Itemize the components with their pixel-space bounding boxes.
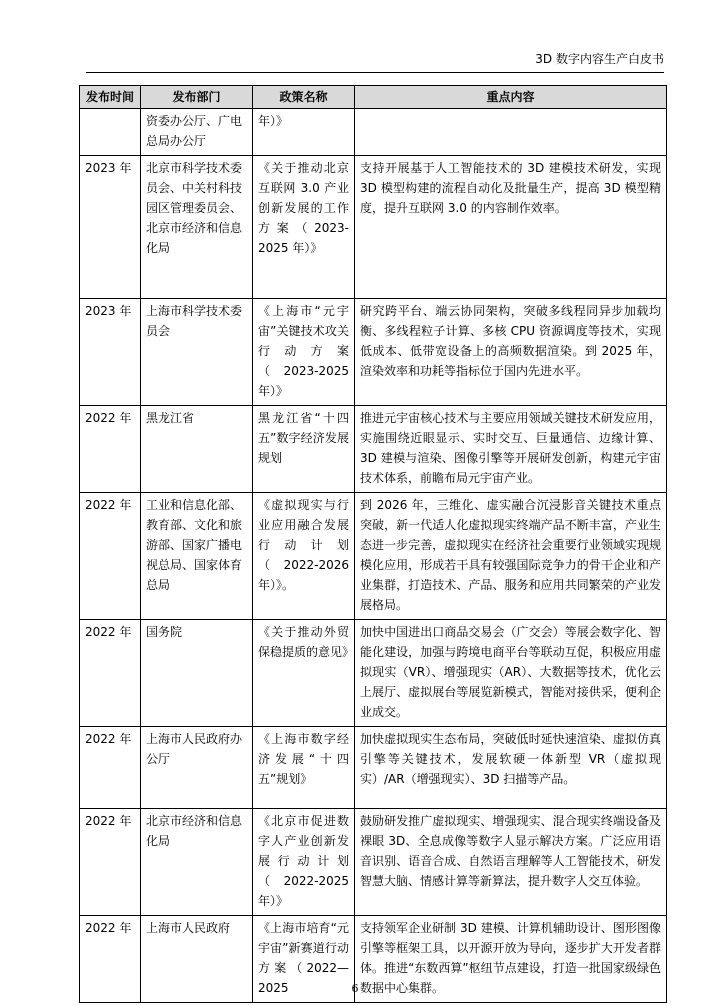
cell-policy: 年）》 [253, 109, 355, 156]
table-row [80, 727, 667, 809]
cell-department: 上海市科学技术委员会 [141, 299, 253, 406]
column-header-content: 重点内容 [355, 86, 667, 109]
cell-content: 加快虚拟现实生态布局，突破低时延快速渲染、虚拟仿真引擎等关键技术，发展软硬一体新型 VR（虚拟现实）/AR（增强现实）、3D 扫描等产品。 [355, 727, 667, 809]
cell-content: 研究跨平台、端云协同架构，突破多线程同异步加载均衡、多线程粒子计算、多核 CPU 资源调度等技术，实现低成本、低带宽设备上的高频数据渲染。到 2025 年，渲染效率和功耗等指标位于国内先进水平。 [355, 299, 667, 406]
table-row [80, 109, 667, 156]
cell-department: 上海市人民政府办公厅 [141, 727, 253, 809]
policy-table [79, 85, 667, 1003]
column-header-department: 发布部门 [141, 86, 253, 109]
cell-date: 2022 年 [80, 727, 141, 809]
table-row [80, 406, 667, 493]
column-header-policy: 政策名称 [253, 86, 355, 109]
cell-date: 2023 年 [80, 156, 141, 299]
table-row [80, 156, 667, 299]
table-row [80, 299, 667, 406]
table-header-row [80, 86, 667, 109]
cell-content: 推进元宇宙核心技术与主要应用领域关键技术研发应用，实施围绕近眼显示、实时交互、巨量通信、边缘计算、3D 建模与渲染、图像引擎等开展研发创新，构建元宇宙技术体系，前瞻布局元宇宙产业。 [355, 406, 667, 493]
cell-content: 加快中国进出口商品交易会（广交会）等展会数字化、智能化建设，加强与跨境电商平台等联动互促，积极应用虚拟现实（VR）、增强现实（AR）、大数据等技术，优化云上展厅、虚拟展台等展览新模式，智能对接供采，便利企业成交。 [355, 620, 667, 727]
cell-content [355, 109, 667, 156]
cell-department: 北京市经济和信息化局 [141, 809, 253, 916]
cell-date: 2022 年 [80, 916, 141, 1003]
cell-policy: 《上海市“元宇宙”关键技术攻关行动方案（2023-2025 年）》 [253, 299, 355, 406]
cell-policy: 黑龙江省“十四五”数字经济发展规划 [253, 406, 355, 493]
page-number: 6 [351, 982, 359, 995]
cell-department: 黑龙江省 [141, 406, 253, 493]
cell-content: 鼓励研发推广虚拟现实、增强现实、混合现实终端设备及裸眼 3D、全息成像等数字人显示解决方案。广泛应用语音识别、语音合成、自然语言理解等人工智能技术，研发智慧大脑、情感计算等新算法，提升数字人交互体验。 [355, 809, 667, 916]
cell-date: 2023 年 [80, 299, 141, 406]
cell-date: 2022 年 [80, 406, 141, 493]
cell-policy: 《上海市数字经济发展“十四五”规划》 [253, 727, 355, 809]
cell-policy: 《虚拟现实与行业应用融合发展行动计划（2022-2026 年）》。 [253, 493, 355, 620]
cell-policy: 《北京市促进数字人产业创新发展行动计划（2022-2025 年）》 [253, 809, 355, 916]
header-rule [86, 72, 664, 73]
cell-policy: 《关于推动北京互联网 3.0 产业创新发展的工作方案（2023-2025 年）》 [253, 156, 355, 299]
cell-policy: 《关于推动外贸保稳提质的意见》 [253, 620, 355, 727]
cell-date: 2022 年 [80, 620, 141, 727]
cell-date: 2022 年 [80, 493, 141, 620]
cell-department: 北京市科学技术委员会、中关村科技园区管理委员会、北京市经济和信息化局 [141, 156, 253, 299]
cell-department: 国务院 [141, 620, 253, 727]
cell-date [80, 109, 141, 156]
cell-date: 2022 年 [80, 809, 141, 916]
header-title: 3D 数字内容生产白皮书 [535, 52, 664, 66]
cell-policy: 《上海市培育“元宇宙”新赛道行动方案（2022—2025 [253, 916, 355, 1003]
cell-content: 到 2026 年，三维化、虚实融合沉浸影音关键技术重点突破，新一代适人化虚拟现实终端产品不断丰富，产业生态进一步完善，虚拟现实在经济社会重要行业领域实现规模化应用，形成若干具有较强国际竞争力的骨干企业和产业集群，打造技术、产品、服务和应用共同繁荣的产业发展格局。 [355, 493, 667, 620]
cell-content: 支持领军企业研制 3D 建模、计算机辅助设计、图形图像引擎等框架工具，以开源开放为导向，逐步扩大开发者群体。推进“东数西算”枢纽节点建设，打造一批国家级绿色数据中心集群。 [355, 916, 667, 1003]
column-header-date: 发布时间 [80, 86, 141, 109]
table-row [80, 493, 667, 620]
cell-department: 上海市人民政府 [141, 916, 253, 1003]
cell-department: 工业和信息化部、教育部、文化和旅游部、国家广播电视总局、国家体育总局 [141, 493, 253, 620]
cell-department: 资委办公厅、广电总局办公厅 [141, 109, 253, 156]
table-row [80, 620, 667, 727]
cell-content: 支持开展基于人工智能技术的 3D 建模技术研发，实现 3D 模型构建的流程自动化及批量生产，提高 3D 模型精度，提升互联网 3.0 的内容制作效率。 [355, 156, 667, 299]
table-row [80, 809, 667, 916]
